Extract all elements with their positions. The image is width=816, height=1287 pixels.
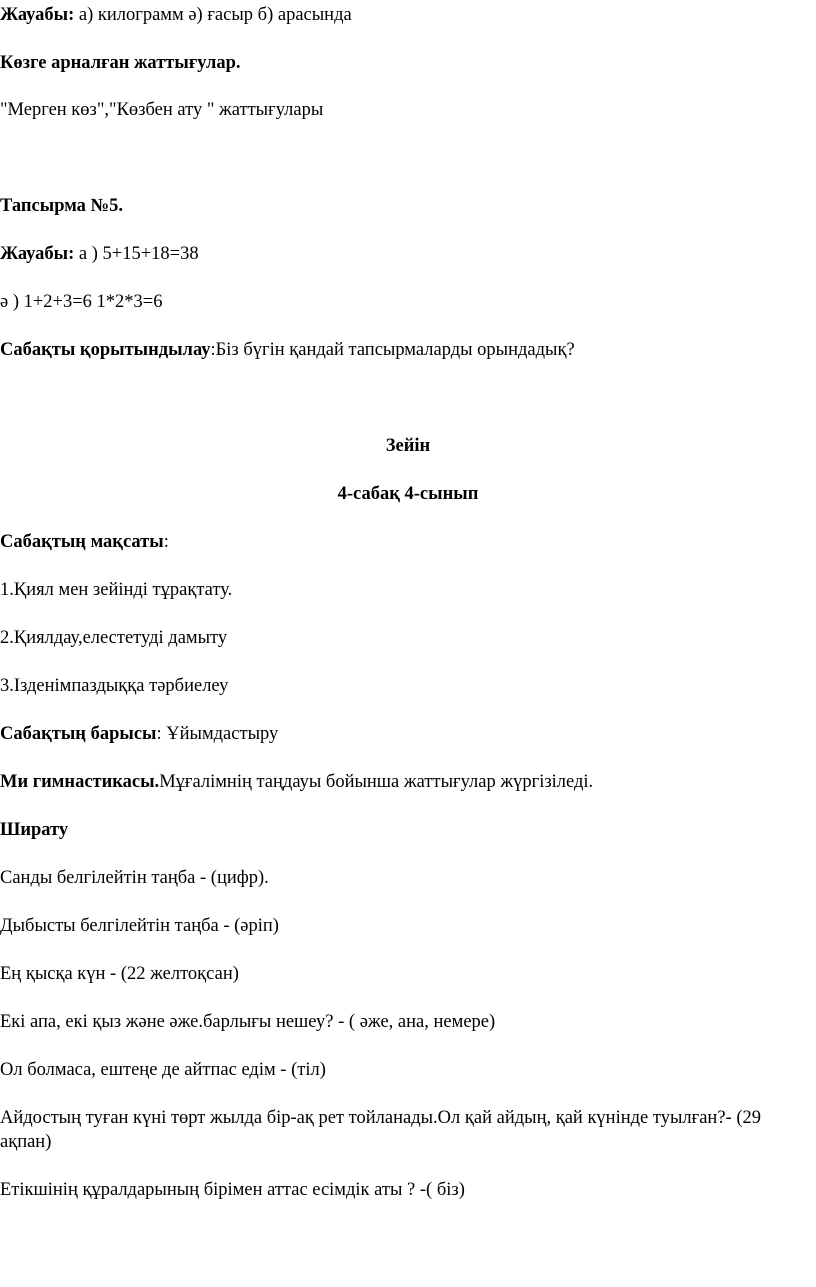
riddle-text: Санды белгілейтін таңба - (цифр). bbox=[0, 868, 269, 888]
list-item-text: 2.Қиялдау,елестетуді дамыту bbox=[0, 628, 228, 648]
riddle-text: Ең қысқа күн - (22 желтоқсан) bbox=[0, 964, 239, 984]
answer-line-2 bbox=[0, 242, 808, 266]
lesson-subtitle bbox=[0, 482, 816, 506]
eye-exercises-heading bbox=[0, 51, 808, 75]
riddle-6 bbox=[0, 1106, 808, 1154]
paragraph-text: ә ) 1+2+3=6 1*2*3=6 bbox=[0, 292, 163, 312]
riddle-text: Айдостың туған күні төрт жылда бір-ақ рет тойланады.Ол қай айдың, қай күнінде туылған?- (29 ақпан) bbox=[0, 1108, 761, 1152]
riddle-5 bbox=[0, 1058, 808, 1082]
progress-label: Сабақтың барысы bbox=[0, 724, 157, 744]
lesson-progress bbox=[0, 722, 808, 746]
heading-text: Көзге арналған жаттығулар. bbox=[0, 53, 241, 73]
riddle-1 bbox=[0, 866, 808, 890]
heading-text: Ширату bbox=[0, 820, 69, 840]
list-item-text: 3.Ізденімпаздыққа тәрбиелеу bbox=[0, 676, 229, 696]
lesson-summary bbox=[0, 338, 808, 362]
riddle-3 bbox=[0, 962, 808, 986]
goal-item-1 bbox=[0, 578, 808, 602]
riddle-2 bbox=[0, 914, 808, 938]
riddle-text: Екі апа, екі қыз және әже.барлығы нешеу? - ( әже, ана, немере) bbox=[0, 1012, 496, 1032]
title-text: Зейін bbox=[385, 436, 431, 456]
answer-label: Жауабы: bbox=[0, 5, 75, 25]
answer-text: а ) 5+15+18=38 bbox=[74, 244, 199, 264]
warmup-heading bbox=[0, 818, 808, 842]
answer-line-1 bbox=[0, 3, 808, 27]
answer-text: а) килограмм ә) ғасыр б) арасында bbox=[74, 5, 352, 25]
task-5-heading bbox=[0, 194, 808, 218]
answer-label: Жауабы: bbox=[0, 244, 75, 264]
riddle-4 bbox=[0, 1010, 808, 1034]
goal-label: Сабақтың мақсаты bbox=[0, 532, 164, 552]
riddle-text: Етікшінің құралдарының бірімен аттас есімдік аты ? -( біз) bbox=[0, 1180, 465, 1200]
brain-gymnastics bbox=[0, 770, 808, 794]
summary-text: :Біз бүгін қандай тапсырмаларды орындадық? bbox=[210, 340, 575, 360]
heading-text: Тапсырма №5. bbox=[0, 196, 124, 216]
goal-colon: : bbox=[163, 532, 169, 552]
gymnastics-label: Ми гимнастикасы. bbox=[0, 772, 160, 792]
riddle-text: Дыбысты белгілейтін таңба - (әріп) bbox=[0, 916, 279, 936]
list-item-text: 1.Қиял мен зейінді тұрақтату. bbox=[0, 580, 233, 600]
section-title bbox=[0, 434, 816, 458]
lesson-goal-heading bbox=[0, 530, 808, 554]
answer-line-3 bbox=[0, 290, 808, 314]
subtitle-text: 4-сабақ 4-сынып bbox=[337, 484, 479, 504]
goal-item-3 bbox=[0, 674, 808, 698]
riddle-7 bbox=[0, 1178, 808, 1202]
paragraph-text: "Мерген көз","Көзбен ату " жаттығулары bbox=[0, 100, 324, 120]
goal-item-2 bbox=[0, 626, 808, 650]
gymnastics-text: Мұғалімнің таңдауы бойынша жаттығулар жүргізіледі. bbox=[159, 772, 594, 792]
riddle-text: Ол болмаса, ештеңе де айтпас едім - (тіл) bbox=[0, 1060, 326, 1080]
exercise-names bbox=[0, 98, 808, 122]
progress-text: : Ұйымдастыру bbox=[156, 724, 279, 744]
summary-label: Сабақты қорытындылау bbox=[0, 340, 211, 360]
